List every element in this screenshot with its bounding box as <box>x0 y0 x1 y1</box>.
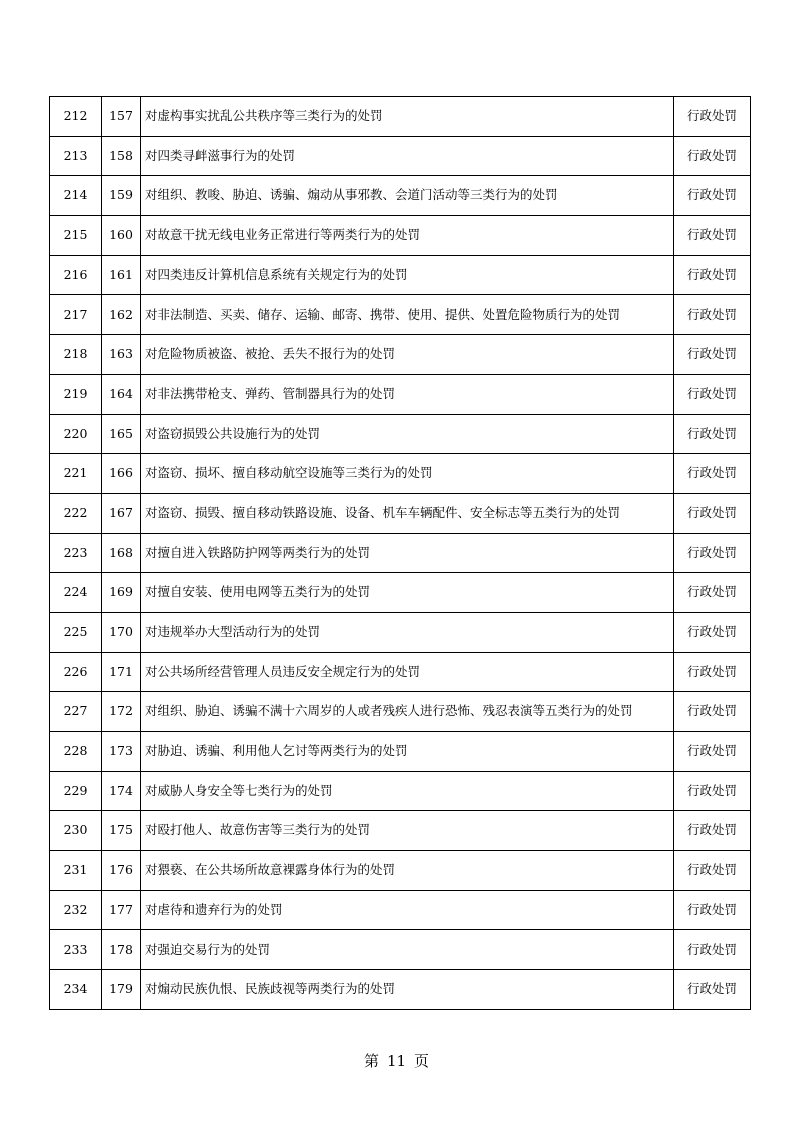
table-row <box>50 732 751 772</box>
cell-seq: 221 <box>50 454 102 494</box>
cell-power-type: 行政处罚 <box>674 414 751 454</box>
cell-item-name: 对公共场所经营管理人员违反安全规定行为的处罚 <box>141 652 674 692</box>
cell-item-no: 177 <box>102 890 141 930</box>
cell-seq: 227 <box>50 692 102 732</box>
cell-item-no: 163 <box>102 335 141 375</box>
cell-power-type: 行政处罚 <box>674 216 751 256</box>
cell-item-no: 161 <box>102 255 141 295</box>
table-row <box>50 851 751 891</box>
table-row <box>50 255 751 295</box>
page-footer <box>0 1054 793 1069</box>
cell-power-type: 行政处罚 <box>674 335 751 375</box>
table-row <box>50 454 751 494</box>
cell-seq: 229 <box>50 771 102 811</box>
cell-item-name: 对非法携带枪支、弹药、管制器具行为的处罚 <box>141 374 674 414</box>
cell-power-type: 行政处罚 <box>674 573 751 613</box>
cell-item-name: 对威胁人身安全等七类行为的处罚 <box>141 771 674 811</box>
cell-item-name: 对故意干扰无线电业务正常进行等两类行为的处罚 <box>141 216 674 256</box>
cell-item-name: 对虐待和遗弃行为的处罚 <box>141 890 674 930</box>
cell-power-type: 行政处罚 <box>674 136 751 176</box>
table-row <box>50 335 751 375</box>
cell-item-no: 169 <box>102 573 141 613</box>
cell-seq: 225 <box>50 612 102 652</box>
cell-item-name: 对胁迫、诱骗、利用他人乞讨等两类行为的处罚 <box>141 732 674 772</box>
table-row <box>50 216 751 256</box>
cell-seq: 220 <box>50 414 102 454</box>
cell-power-type: 行政处罚 <box>674 890 751 930</box>
cell-item-name: 对猥亵、在公共场所故意裸露身体行为的处罚 <box>141 851 674 891</box>
power-list-table <box>49 96 751 1010</box>
cell-power-type: 行政处罚 <box>674 811 751 851</box>
cell-seq: 228 <box>50 732 102 772</box>
cell-seq: 212 <box>50 97 102 137</box>
cell-seq: 218 <box>50 335 102 375</box>
table-row <box>50 414 751 454</box>
cell-item-no: 171 <box>102 652 141 692</box>
cell-seq: 213 <box>50 136 102 176</box>
cell-item-no: 164 <box>102 374 141 414</box>
cell-item-name: 对组织、教唆、胁迫、诱骗、煽动从事邪教、会道门活动等三类行为的处罚 <box>141 176 674 216</box>
page-suffix: 页 <box>414 1052 430 1070</box>
cell-seq: 226 <box>50 652 102 692</box>
cell-item-no: 158 <box>102 136 141 176</box>
cell-power-type: 行政处罚 <box>674 255 751 295</box>
cell-seq: 222 <box>50 493 102 533</box>
cell-item-name: 对强迫交易行为的处罚 <box>141 930 674 970</box>
cell-item-name: 对组织、胁迫、诱骗不满十六周岁的人或者残疾人进行恐怖、残忍表演等五类行为的处罚 <box>141 692 674 732</box>
cell-item-name: 对殴打他人、故意伤害等三类行为的处罚 <box>141 811 674 851</box>
cell-item-name: 对盗窃损毁公共设施行为的处罚 <box>141 414 674 454</box>
cell-item-no: 159 <box>102 176 141 216</box>
cell-power-type: 行政处罚 <box>674 374 751 414</box>
cell-seq: 224 <box>50 573 102 613</box>
table-row <box>50 612 751 652</box>
cell-item-no: 168 <box>102 533 141 573</box>
cell-power-type: 行政处罚 <box>674 295 751 335</box>
cell-item-no: 167 <box>102 493 141 533</box>
cell-power-type: 行政处罚 <box>674 771 751 811</box>
cell-power-type: 行政处罚 <box>674 970 751 1010</box>
cell-power-type: 行政处罚 <box>674 692 751 732</box>
table-row <box>50 295 751 335</box>
cell-seq: 223 <box>50 533 102 573</box>
cell-power-type: 行政处罚 <box>674 176 751 216</box>
cell-item-no: 176 <box>102 851 141 891</box>
cell-item-no: 162 <box>102 295 141 335</box>
cell-power-type: 行政处罚 <box>674 612 751 652</box>
table-row <box>50 97 751 137</box>
cell-item-name: 对四类违反计算机信息系统有关规定行为的处罚 <box>141 255 674 295</box>
cell-item-no: 172 <box>102 692 141 732</box>
cell-seq: 233 <box>50 930 102 970</box>
cell-item-name: 对盗窃、损毁、擅自移动铁路设施、设备、机车车辆配件、安全标志等五类行为的处罚 <box>141 493 674 533</box>
table-row <box>50 771 751 811</box>
cell-seq: 230 <box>50 811 102 851</box>
cell-item-no: 178 <box>102 930 141 970</box>
cell-seq: 216 <box>50 255 102 295</box>
cell-seq: 217 <box>50 295 102 335</box>
cell-item-no: 157 <box>102 97 141 137</box>
cell-item-no: 160 <box>102 216 141 256</box>
cell-power-type: 行政处罚 <box>674 493 751 533</box>
cell-item-no: 166 <box>102 454 141 494</box>
page-prefix: 第 <box>363 1052 379 1070</box>
cell-item-name: 对擅自进入铁路防护网等两类行为的处罚 <box>141 533 674 573</box>
table-row <box>50 533 751 573</box>
table-row <box>50 652 751 692</box>
cell-seq: 214 <box>50 176 102 216</box>
table-row <box>50 573 751 613</box>
cell-item-name: 对非法制造、买卖、储存、运输、邮寄、携带、使用、提供、处置危险物质行为的处罚 <box>141 295 674 335</box>
cell-power-type: 行政处罚 <box>674 652 751 692</box>
cell-item-no: 165 <box>102 414 141 454</box>
table-body <box>50 97 751 1010</box>
cell-item-no: 170 <box>102 612 141 652</box>
table-row <box>50 493 751 533</box>
cell-power-type: 行政处罚 <box>674 851 751 891</box>
cell-item-name: 对煽动民族仇恨、民族歧视等两类行为的处罚 <box>141 970 674 1010</box>
table-row <box>50 374 751 414</box>
table-row <box>50 136 751 176</box>
cell-seq: 215 <box>50 216 102 256</box>
cell-power-type: 行政处罚 <box>674 454 751 494</box>
cell-power-type: 行政处罚 <box>674 930 751 970</box>
cell-item-no: 175 <box>102 811 141 851</box>
cell-seq: 219 <box>50 374 102 414</box>
cell-power-type: 行政处罚 <box>674 732 751 772</box>
cell-power-type: 行政处罚 <box>674 533 751 573</box>
cell-item-no: 174 <box>102 771 141 811</box>
table-row <box>50 890 751 930</box>
table-row <box>50 811 751 851</box>
cell-seq: 232 <box>50 890 102 930</box>
cell-item-name: 对危险物质被盗、被抢、丢失不报行为的处罚 <box>141 335 674 375</box>
cell-item-name: 对违规举办大型活动行为的处罚 <box>141 612 674 652</box>
cell-item-no: 179 <box>102 970 141 1010</box>
cell-item-name: 对虚构事实扰乱公共秩序等三类行为的处罚 <box>141 97 674 137</box>
cell-item-name: 对四类寻衅滋事行为的处罚 <box>141 136 674 176</box>
cell-item-no: 173 <box>102 732 141 772</box>
cell-seq: 231 <box>50 851 102 891</box>
table-row <box>50 970 751 1010</box>
cell-seq: 234 <box>50 970 102 1010</box>
table-row <box>50 930 751 970</box>
page-number: 11 <box>386 1052 407 1070</box>
cell-item-name: 对盗窃、损坏、擅自移动航空设施等三类行为的处罚 <box>141 454 674 494</box>
table-row <box>50 692 751 732</box>
table-row <box>50 176 751 216</box>
cell-power-type: 行政处罚 <box>674 97 751 137</box>
cell-item-name: 对擅自安装、使用电网等五类行为的处罚 <box>141 573 674 613</box>
